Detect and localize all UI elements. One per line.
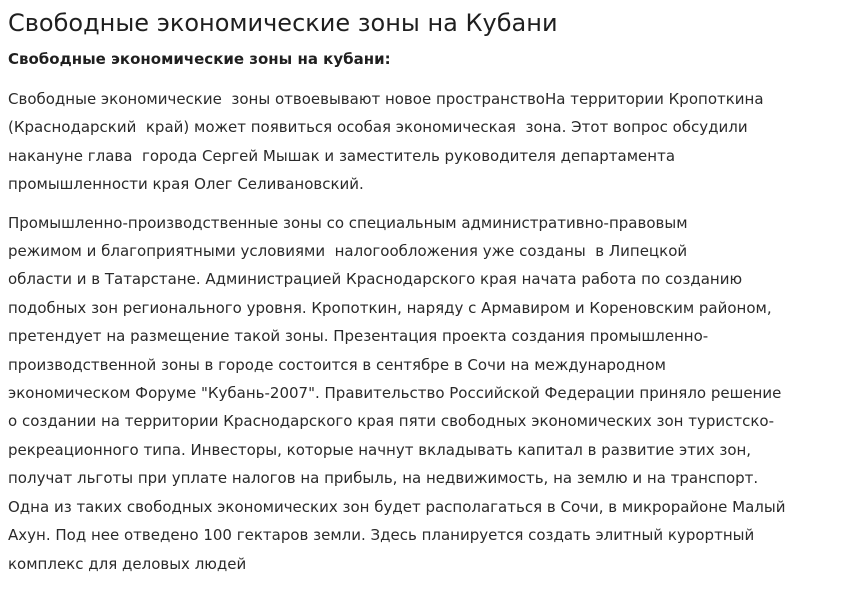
paragraph-line: (Краснодарский край) может появиться особая экономическая зона. Этот вопрос обсудили xyxy=(8,118,748,137)
paragraph-line: Свободные экономические зоны отвоевывают новое пространствоНа территории Кропоткина xyxy=(8,90,764,108)
paragraph-line: области и в Татарстане. Администрацией Краснодарского края начата работа по созданию xyxy=(8,270,743,289)
paragraph-line: режимом и благоприятными условиями налогообложения уже созданы в Липецкой xyxy=(8,242,688,261)
page-title: Свободные экономические зоны на Кубани xyxy=(8,9,558,37)
paragraph-line: промышленности края Олег Селивановский. xyxy=(8,175,364,194)
article-paragraph-1 xyxy=(8,85,839,199)
article-paragraph-2 xyxy=(8,209,839,578)
paragraph-line: накануне глава города Сергей Мышак и заместитель руководителя департамента xyxy=(8,146,676,165)
paragraph-line: Одна из таких свободных экономических зон будет располагаться в Сочи, в микрорайоне Малый xyxy=(8,497,786,516)
paragraph-line: комплекс для деловых людей xyxy=(8,554,247,573)
paragraph-line: рекреационного типа. Инвесторы, которые начнут вкладывать капитал в развитие этих зон, xyxy=(8,440,752,459)
paragraph-line: претендует на размещение такой зоны. Презентация проекта создания промышленно- xyxy=(8,327,709,346)
paragraph-line: Промышленно-производственные зоны со специальным административно-правовым xyxy=(8,213,688,232)
paragraph-line: получат льготы при уплате налогов на прибыль, на недвижимость, на землю и на транспорт. xyxy=(8,469,759,488)
paragraph-line: подобных зон регионального уровня. Кропоткин, наряду с Армавиром и Кореновским районом, xyxy=(8,298,772,317)
article-subtitle: Свободные экономические зоны на кубани: xyxy=(8,50,391,68)
paragraph-line: о создании на территории Краснодарского края пяти свободных экономических зон туристско- xyxy=(8,412,775,431)
paragraph-line: экономическом Форуме "Кубань-2007". Правительство Российской Федерации приняло решение xyxy=(8,384,782,403)
paragraph-line: производственной зоны в городе состоится в сентябре в Сочи на международном xyxy=(8,355,666,374)
paragraph-line: Ахун. Под нее отведено 100 гектаров земли. Здесь планируется создать элитный курортный xyxy=(8,526,755,545)
